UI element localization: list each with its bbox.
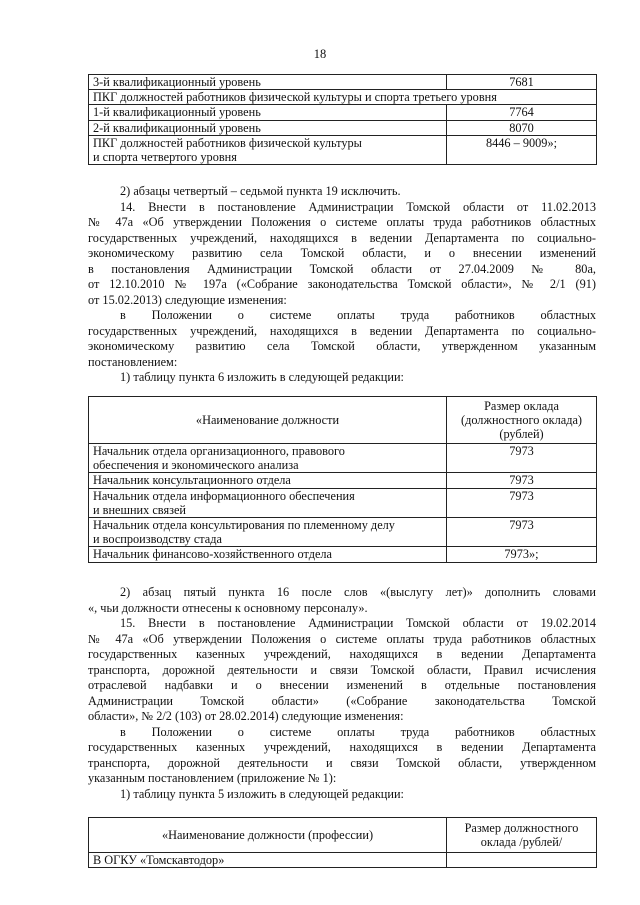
table-cell-value: 7973 bbox=[447, 488, 597, 517]
cell-line: Начальник отдела организационного, правового bbox=[93, 444, 345, 458]
table-row bbox=[89, 547, 597, 562]
table-cell-value: 8070 bbox=[447, 120, 597, 135]
table-cell-name: 3-й квалификационный уровень bbox=[89, 75, 447, 90]
paragraph-line: 14. Внести в постановление Администрации Томской области от 11.02.2013 bbox=[120, 199, 596, 214]
table-cell-name: Начальник финансово-хозяйственного отдела bbox=[89, 547, 447, 562]
paragraph-line: в Положении о системе оплаты труда работников областных bbox=[120, 724, 596, 739]
table-cell-value: 7681 bbox=[447, 75, 597, 90]
paragraph-line: государственных казенных учреждений, находящихся в ведении Департамента bbox=[88, 740, 596, 754]
table-cell-value bbox=[447, 853, 597, 868]
table-cell-name bbox=[89, 488, 447, 517]
table-header-row bbox=[89, 397, 597, 444]
paragraph-line: экономическому развитию села Томской области, и о внесении изменений bbox=[88, 246, 596, 260]
header-line: Размер должностного bbox=[464, 820, 579, 835]
paragraph: 1) таблицу пункта 5 изложить в следующей редакции: bbox=[120, 786, 404, 801]
paragraph-line: 2) абзац пятый пункта 16 после слов «(выслугу лет)» дополнить словами bbox=[120, 585, 596, 599]
column-header-value bbox=[447, 397, 597, 444]
table-row bbox=[89, 75, 597, 90]
header-line: оклада /рублей/ bbox=[480, 835, 563, 849]
paragraph: 2) абзацы четвертый – седьмой пункта 19 исключить. bbox=[120, 184, 401, 198]
paragraph-line: «, чьи должности отнесены к основному персоналу». bbox=[88, 600, 368, 615]
paragraph-line: от 15.02.2013) следующие изменения: bbox=[88, 292, 287, 307]
cell-line: и внешних связей bbox=[93, 502, 187, 517]
table-row bbox=[89, 105, 597, 120]
paragraph-line: транспорта, дорожной деятельности и связи Томской области, Правил исчисления bbox=[88, 662, 596, 677]
text-block-1 bbox=[88, 184, 596, 386]
cell-line: и спорта четвертого уровня bbox=[93, 150, 237, 165]
page-number: 18 bbox=[313, 47, 327, 61]
text-block-2 bbox=[88, 585, 596, 802]
column-header-name: «Наименование должности bbox=[89, 397, 447, 444]
table-header-row bbox=[89, 818, 597, 853]
cell-line: ПКГ должностей работников физической культуры bbox=[93, 135, 362, 150]
salary-table-3 bbox=[88, 817, 596, 868]
paragraph-line: государственных учреждений, находящихся в ведении Департамента по социально- bbox=[88, 323, 596, 338]
salary-table-2 bbox=[88, 396, 596, 563]
paragraph-line: экономическому развитию села Томской области, утвержденном указанным bbox=[88, 339, 596, 353]
cell-line: Начальник отдела консультирования по племенному делу bbox=[93, 518, 395, 533]
paragraph-line: отраслевой надбавки и о внесении изменений в отдельные постановления bbox=[88, 678, 596, 692]
paragraph-line: 15. Внести в постановление Администрации Томской области от 19.02.2014 bbox=[120, 616, 596, 630]
table-row bbox=[89, 518, 597, 547]
table-row bbox=[89, 120, 597, 135]
paragraph-line: № 47а «Об утверждении Положения о системе оплаты труда работников областных bbox=[88, 215, 596, 229]
salary-table-1 bbox=[88, 74, 596, 165]
paragraph-line: от 12.10.2010 № 197а («Собрание законодательства Томской области», № 2/1 (91) bbox=[88, 277, 596, 291]
paragraph-line: указанным постановлением (приложение № 1): bbox=[88, 771, 337, 785]
cell-line: Начальник отдела информационного обеспечения bbox=[93, 488, 355, 503]
paragraph-line: государственных казенных учреждений, находящихся в ведении Департамента bbox=[88, 647, 596, 661]
cell-line: и воспроизводству стада bbox=[93, 532, 222, 547]
table-cell-name: 1-й квалификационный уровень bbox=[89, 105, 447, 120]
paragraph-line: в Положении о системе оплаты труда работников областных bbox=[120, 308, 596, 322]
paragraph-line: Администрации Томской области» («Собрание законодательства Томской bbox=[88, 693, 596, 708]
column-header-name: «Наименование должности (профессии) bbox=[89, 818, 447, 853]
table-cell-name bbox=[89, 518, 447, 547]
cell-line: обеспечения и экономического анализа bbox=[93, 458, 299, 473]
table-cell-value: 8446 – 9009»; bbox=[447, 135, 597, 164]
table-cell-value: 7973 bbox=[447, 444, 597, 473]
paragraph-line: государственных учреждений, находящихся в ведении Департамента по социально- bbox=[88, 230, 596, 245]
table-row bbox=[89, 488, 597, 517]
table-cell-name: В ОГКУ «Томскавтодор» bbox=[89, 853, 447, 868]
paragraph: 1) таблицу пункта 6 изложить в следующей редакции: bbox=[120, 370, 404, 384]
column-header-value bbox=[447, 818, 597, 853]
header-line: (рублей) bbox=[499, 427, 544, 442]
table-cell-value: 7973 bbox=[447, 518, 597, 547]
table-row bbox=[89, 473, 597, 488]
table-cell-name: Начальник консультационного отдела bbox=[89, 473, 447, 488]
paragraph-line: № 47а «Об утверждении Положения о системе оплаты труда работников областных bbox=[88, 631, 596, 646]
table-cell-name bbox=[89, 444, 447, 473]
table-cell-name: 2-й квалификационный уровень bbox=[89, 120, 447, 135]
table-cell-name bbox=[89, 135, 447, 164]
table-cell-value: 7973»; bbox=[447, 547, 597, 562]
table-row bbox=[89, 853, 597, 868]
table-cell-value: 7764 bbox=[447, 105, 597, 120]
table-row bbox=[89, 444, 597, 473]
header-line: (должностного оклада) bbox=[460, 412, 583, 427]
table-row bbox=[89, 135, 597, 164]
table-row bbox=[89, 90, 597, 105]
table-cell-value: 7973 bbox=[447, 473, 597, 488]
header-line: Размер оклада bbox=[484, 398, 559, 413]
paragraph-line: в постановления Администрации Томской области от 27.04.2009 № 80а, bbox=[88, 261, 596, 276]
paragraph-line: области», № 2/2 (103) от 28.02.2014) следующие изменения: bbox=[88, 709, 404, 723]
table-group-header: ПКГ должностей работников физической культуры и спорта третьего уровня bbox=[89, 90, 597, 105]
paragraph-line: постановлением: bbox=[88, 354, 178, 369]
paragraph-line: транспорта, дорожной деятельности и связи Томской области, утвержденном bbox=[88, 755, 596, 770]
